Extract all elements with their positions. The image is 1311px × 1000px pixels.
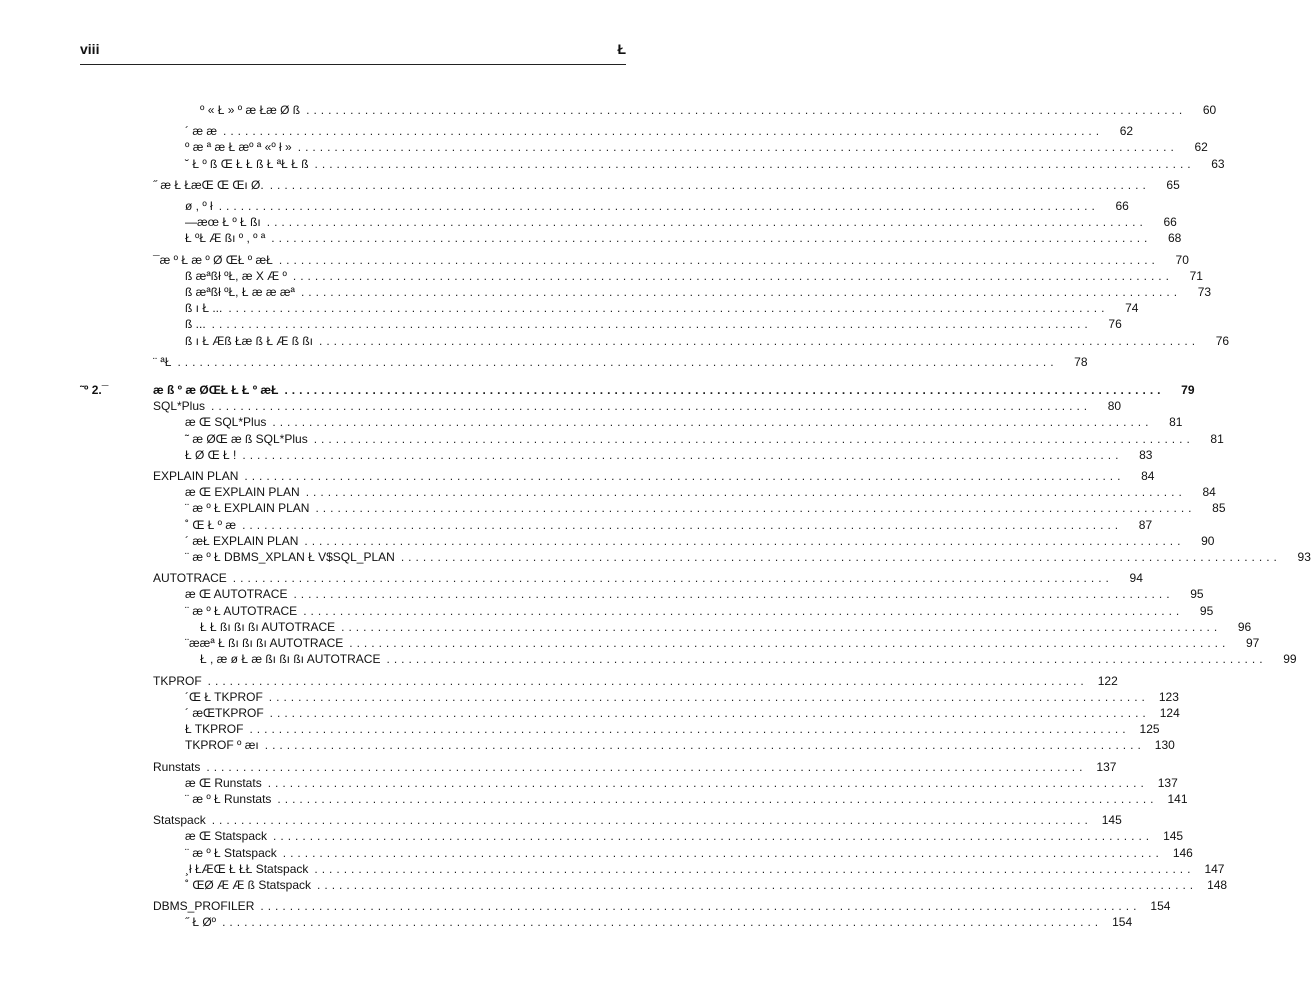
toc-leader-dots: ........................................................................................................................ [260,899,1141,914]
toc-entry-title: ˚ ŒØ Æ Æ ß Statspack [185,877,312,892]
toc-leader-dots: ........................................................................................................................ [304,533,1185,548]
toc-page-number: 80 [1107,399,1122,414]
toc-entry[interactable] [80,586,1204,602]
toc-page-number: 125 [1139,722,1160,737]
toc-leader-dots: ........................................................................................................................ [206,759,1087,774]
toc-leader-dots: ........................................................................................................................ [314,156,1195,171]
toc-entry[interactable] [80,123,1134,139]
toc-page-number: 63 [1211,156,1225,171]
toc-leader-dots: ........................................................................................................................ [272,415,1153,430]
toc-entry[interactable] [80,689,1179,705]
toc-leader-dots: ........................................................................................................................ [267,775,1148,790]
toc-page-number: 95 [1190,587,1204,602]
toc-entry[interactable] [80,877,1228,893]
toc-entry[interactable] [80,673,1118,689]
toc-entry-title: ˘ Ł º ß Œ Ł Ł ß Ł ªŁ Ł ß [185,156,309,171]
toc-entry[interactable] [80,431,1224,447]
toc-entry-title: æ Œ Statspack [185,829,268,844]
toc-entry-title: ¨ æ º Ł Runstats [185,791,272,806]
toc-entry-title: ß ı Ł Æß Łæ ß Ł Æ ß ßı [185,333,314,348]
toc-entry[interactable] [80,570,1143,586]
toc-page-number: 83 [1139,447,1153,462]
toc-leader-dots: ........................................................................................................................ [277,791,1158,806]
toc-page-number: 137 [1096,759,1117,774]
toc-entry-title: EXPLAIN PLAN [153,469,239,484]
chapter-title: Ł [617,41,626,57]
toc-leader-dots: ........................................................................................................................ [319,333,1200,348]
toc-entry-title: ˚ Œ Ł º æ [185,517,237,532]
toc-page-number: 70 [1175,252,1189,267]
toc-entry[interactable] [80,484,1216,500]
toc-entry-title: æ Œ AUTOTRACE [185,587,288,602]
toc-entry[interactable] [80,603,1214,619]
toc-page-number: 154 [1112,915,1133,930]
toc-leader-dots: ........................................................................................................................ [297,140,1178,155]
toc-entry[interactable] [80,635,1260,651]
toc-entry-title: Ł , æ ø Ł æ ßı ßı ßı AUTOTRACE [200,652,381,667]
toc-entry[interactable] [80,533,1215,549]
toc-entry[interactable] [80,156,1225,172]
toc-page-number: 93 [1297,550,1311,565]
toc-entry-title: ø , º ł [185,199,213,214]
toc-entry-title: Ł Ø Œ Ł ! [185,447,237,462]
toc-entry[interactable] [80,300,1139,316]
toc-page-number: 95 [1199,603,1214,618]
toc-chapter-number: ˜º 2.¯ [80,383,109,398]
toc-entry-title: SQL*Plus [153,399,206,414]
toc-leader-dots: ........................................................................................................................ [305,485,1186,500]
toc-entry[interactable] [80,214,1177,230]
toc-leader-dots: ........................................................................................................................ [271,231,1152,246]
toc-page-number: 147 [1204,861,1225,876]
toc-leader-dots: ........................................................................................................................ [218,199,1099,214]
page-header [80,40,626,65]
toc-page-number: 90 [1201,533,1215,548]
toc-entry[interactable] [80,177,1180,193]
toc-entry[interactable] [80,284,1212,300]
toc-entry-title: ß ı Ł ... [185,301,223,316]
table-of-contents [80,102,1311,931]
toc-leader-dots: ........................................................................................................................ [244,469,1125,484]
toc-entry-title: TKPROF º æı [185,738,259,753]
toc-page-number: 130 [1154,738,1175,753]
toc-page-number: 97 [1245,636,1260,651]
toc-leader-dots: ........................................................................................................................ [341,619,1222,634]
toc-entry-title: ¨ æ º Ł EXPLAIN PLAN [185,501,310,516]
toc-entry[interactable] [80,619,1252,635]
toc-entry-title: Ł ºŁ Æ ßı º , º ª [185,231,266,246]
toc-entry[interactable] [80,230,1182,246]
toc-page-number: 85 [1212,501,1226,516]
toc-page-number: 81 [1210,431,1224,446]
toc-entry-title: ¨ æ º Ł Statspack [185,845,277,860]
toc-entry[interactable] [80,198,1129,214]
toc-leader-dots: ........................................................................................................................ [269,177,1150,192]
toc-leader-dots: ........................................................................................................................ [282,845,1163,860]
toc-entry[interactable] [80,139,1208,155]
toc-entry-title: Ł Ł ßı ßı ßı AUTOTRACE [200,619,336,634]
toc-leader-dots: ........................................................................................................................ [228,301,1109,316]
toc-entry[interactable] [80,705,1180,721]
toc-entry-title: ¨ ªŁ [153,354,172,369]
toc-leader-dots: ........................................................................................................................ [315,501,1196,516]
toc-leader-dots: ........................................................................................................................ [249,722,1130,737]
toc-page-number: 146 [1172,845,1193,860]
toc-page-number: 99 [1283,652,1297,667]
toc-page-number: 66 [1115,199,1129,214]
toc-entry[interactable] [80,737,1175,753]
toc-entry-title: æ Œ EXPLAIN PLAN [185,485,300,500]
toc-leader-dots: ........................................................................................................................ [232,571,1113,586]
toc-entry[interactable] [80,914,1133,930]
toc-entry-title: ¯æ º Ł æ º Ø ŒŁ º æŁ [153,252,273,267]
toc-entry-title: æ ß º æ ØŒŁ Ł Ł º æŁ [153,383,279,398]
toc-page-number: 62 [1119,124,1134,139]
toc-page-number: 148 [1207,877,1228,892]
toc-entry-title: º æ ª æ Ł æº ª «º ł » [185,140,292,155]
page-number: viii [80,41,100,57]
toc-entry[interactable] [80,517,1153,533]
toc-page-number: 79 [1181,383,1195,398]
toc-entry-title: ˜ æ ØŒ æ ß SQL*Plus [185,431,308,446]
toc-entry-title: æ Œ SQL*Plus [185,415,267,430]
toc-entry[interactable] [80,252,1189,268]
toc-entry-title: ´ æŁ EXPLAIN PLAN [185,533,299,548]
toc-leader-dots: ........................................................................................................................ [284,383,1165,398]
toc-leader-dots: ........................................................................................................................ [293,587,1174,602]
toc-page-number: 84 [1141,469,1155,484]
toc-entry-title: ¨ææª Ł ßı ßı ßı AUTOTRACE [185,636,344,651]
toc-entry[interactable] [80,845,1193,861]
toc-leader-dots: ........................................................................................................................ [400,550,1281,565]
toc-entry[interactable] [80,102,1217,118]
toc-entry[interactable] [80,316,1122,332]
toc-entry-title: Ł TKPROF [185,722,244,737]
toc-entry[interactable] [80,775,1178,791]
toc-entry-title: ¨ æ º Ł DBMS_XPLAN Ł V$SQL_PLAN [185,550,395,565]
toc-leader-dots: ........................................................................................................................ [317,877,1198,892]
toc-entry-title: ´Œ Ł TKPROF [185,689,263,704]
toc-page-number: 145 [1163,829,1184,844]
toc-page-number: 94 [1129,571,1143,586]
toc-leader-dots: ........................................................................................................................ [306,103,1187,117]
toc-leader-dots: ........................................................................................................................ [211,317,1092,332]
toc-leader-dots: ........................................................................................................................ [300,285,1182,300]
toc-page-number: 71 [1189,268,1203,283]
toc-page-number: 122 [1097,673,1118,688]
toc-entry[interactable] [80,651,1297,667]
toc-leader-dots: ........................................................................................................................ [211,399,1092,414]
toc-page-number: 84 [1202,485,1216,500]
toc-page-number: 96 [1237,619,1252,634]
toc-entry[interactable] [80,828,1184,844]
toc-page-number: 124 [1159,705,1180,720]
toc-page-number: 81 [1169,415,1183,430]
toc-entry-title: ß æªßł ºŁ, Ł æ æ æª [185,285,295,300]
toc-entry-title: ¨ æ º Ł AUTOTRACE [185,603,298,618]
toc-page-number: 73 [1197,285,1212,300]
toc-entry-title: AUTOTRACE [153,571,227,586]
toc-entry[interactable] [80,861,1225,877]
toc-leader-dots: ........................................................................................................................ [313,431,1194,446]
toc-entry[interactable] [80,398,1122,414]
toc-entry[interactable] [80,898,1171,914]
toc-entry-title: Runstats [153,759,201,774]
toc-page-number: 154 [1150,899,1171,914]
toc-leader-dots: ........................................................................................................................ [314,861,1195,876]
toc-entry[interactable] [80,812,1122,828]
toc-entry-title: ˝ æ Ł ŁæŒ Œ Œı Ø. [153,177,264,192]
toc-entry[interactable] [80,791,1188,807]
toc-page-number: 76 [1215,333,1230,348]
toc-page-number: 60 [1202,103,1217,117]
toc-page-number: 65 [1166,177,1180,192]
toc-page-number: 66 [1163,215,1177,230]
toc-leader-dots: ........................................................................................................................ [266,215,1147,230]
toc-page-number: 123 [1158,689,1179,704]
toc-entry[interactable] [80,759,1117,775]
toc-entry[interactable] [80,414,1183,430]
toc-leader-dots: ........................................................................................................................ [242,447,1123,462]
toc-leader-dots: ........................................................................................................................ [386,652,1267,667]
toc-entry[interactable] [80,354,1088,370]
toc-entry-title: º « Ł » º æ Łæ Ø ß [200,103,301,117]
toc-page-number: 87 [1138,517,1153,532]
toc-leader-dots: ........................................................................................................................ [207,673,1088,688]
toc-entry-title: TKPROF [153,673,202,688]
toc-leader-dots: ........................................................................................................................ [273,829,1154,844]
toc-entry-title: ´ æŒTKPROF [185,705,264,720]
toc-leader-dots: ........................................................................................................................ [223,124,1104,139]
toc-page-number: 141 [1167,791,1188,806]
toc-entry-title: ¸ł ŁÆŒ Ł ŁŁ Statspack [185,861,309,876]
toc-leader-dots: ........................................................................................................................ [211,813,1092,828]
toc-entry-title: ´ æ æ [185,124,218,139]
toc-page-number: 68 [1168,231,1182,246]
toc-leader-dots: ........................................................................................................................ [264,738,1145,753]
toc-entry[interactable] [80,468,1155,484]
toc-leader-dots: ........................................................................................................................ [222,915,1103,930]
toc-entry-title: —æœ Ł º Ł ßı [185,215,261,230]
toc-entry[interactable] [80,333,1230,349]
toc-leader-dots: ........................................................................................................................ [268,689,1149,704]
toc-entry[interactable] [80,268,1203,284]
toc-entry-title: Statspack [153,813,206,828]
toc-leader-dots: ........................................................................................................................ [242,517,1123,532]
toc-page-number: 137 [1157,775,1178,790]
toc-entry[interactable] [80,549,1311,565]
toc-entry[interactable] [80,500,1226,516]
toc-leader-dots: ........................................................................................................................ [177,354,1058,369]
toc-entry-title: ˝ Ł Øº [185,915,217,930]
toc-leader-dots: ........................................................................................................................ [278,252,1159,267]
toc-page-number: 76 [1108,317,1122,332]
toc-entry-title: DBMS_PROFILER [153,899,255,914]
toc-entry[interactable] [80,447,1153,463]
toc-page-number: 78 [1074,354,1088,369]
toc-entry[interactable] [80,721,1160,737]
toc-entry-title: æ Œ Runstats [185,775,262,790]
toc-leader-dots: ........................................................................................................................ [269,705,1150,720]
toc-leader-dots: ........................................................................................................................ [303,603,1184,618]
toc-leader-dots: ........................................................................................................................ [349,636,1230,651]
toc-page-number: 74 [1125,301,1139,316]
toc-entry[interactable] [80,382,1195,398]
toc-leader-dots: ........................................................................................................................ [292,268,1173,283]
toc-entry-title: ß ... [185,317,206,332]
toc-entry-title: ß æªßł ºŁ, æ X Æ º [185,268,287,283]
toc-page-number: 62 [1194,140,1208,155]
toc-page-number: 145 [1101,813,1122,828]
